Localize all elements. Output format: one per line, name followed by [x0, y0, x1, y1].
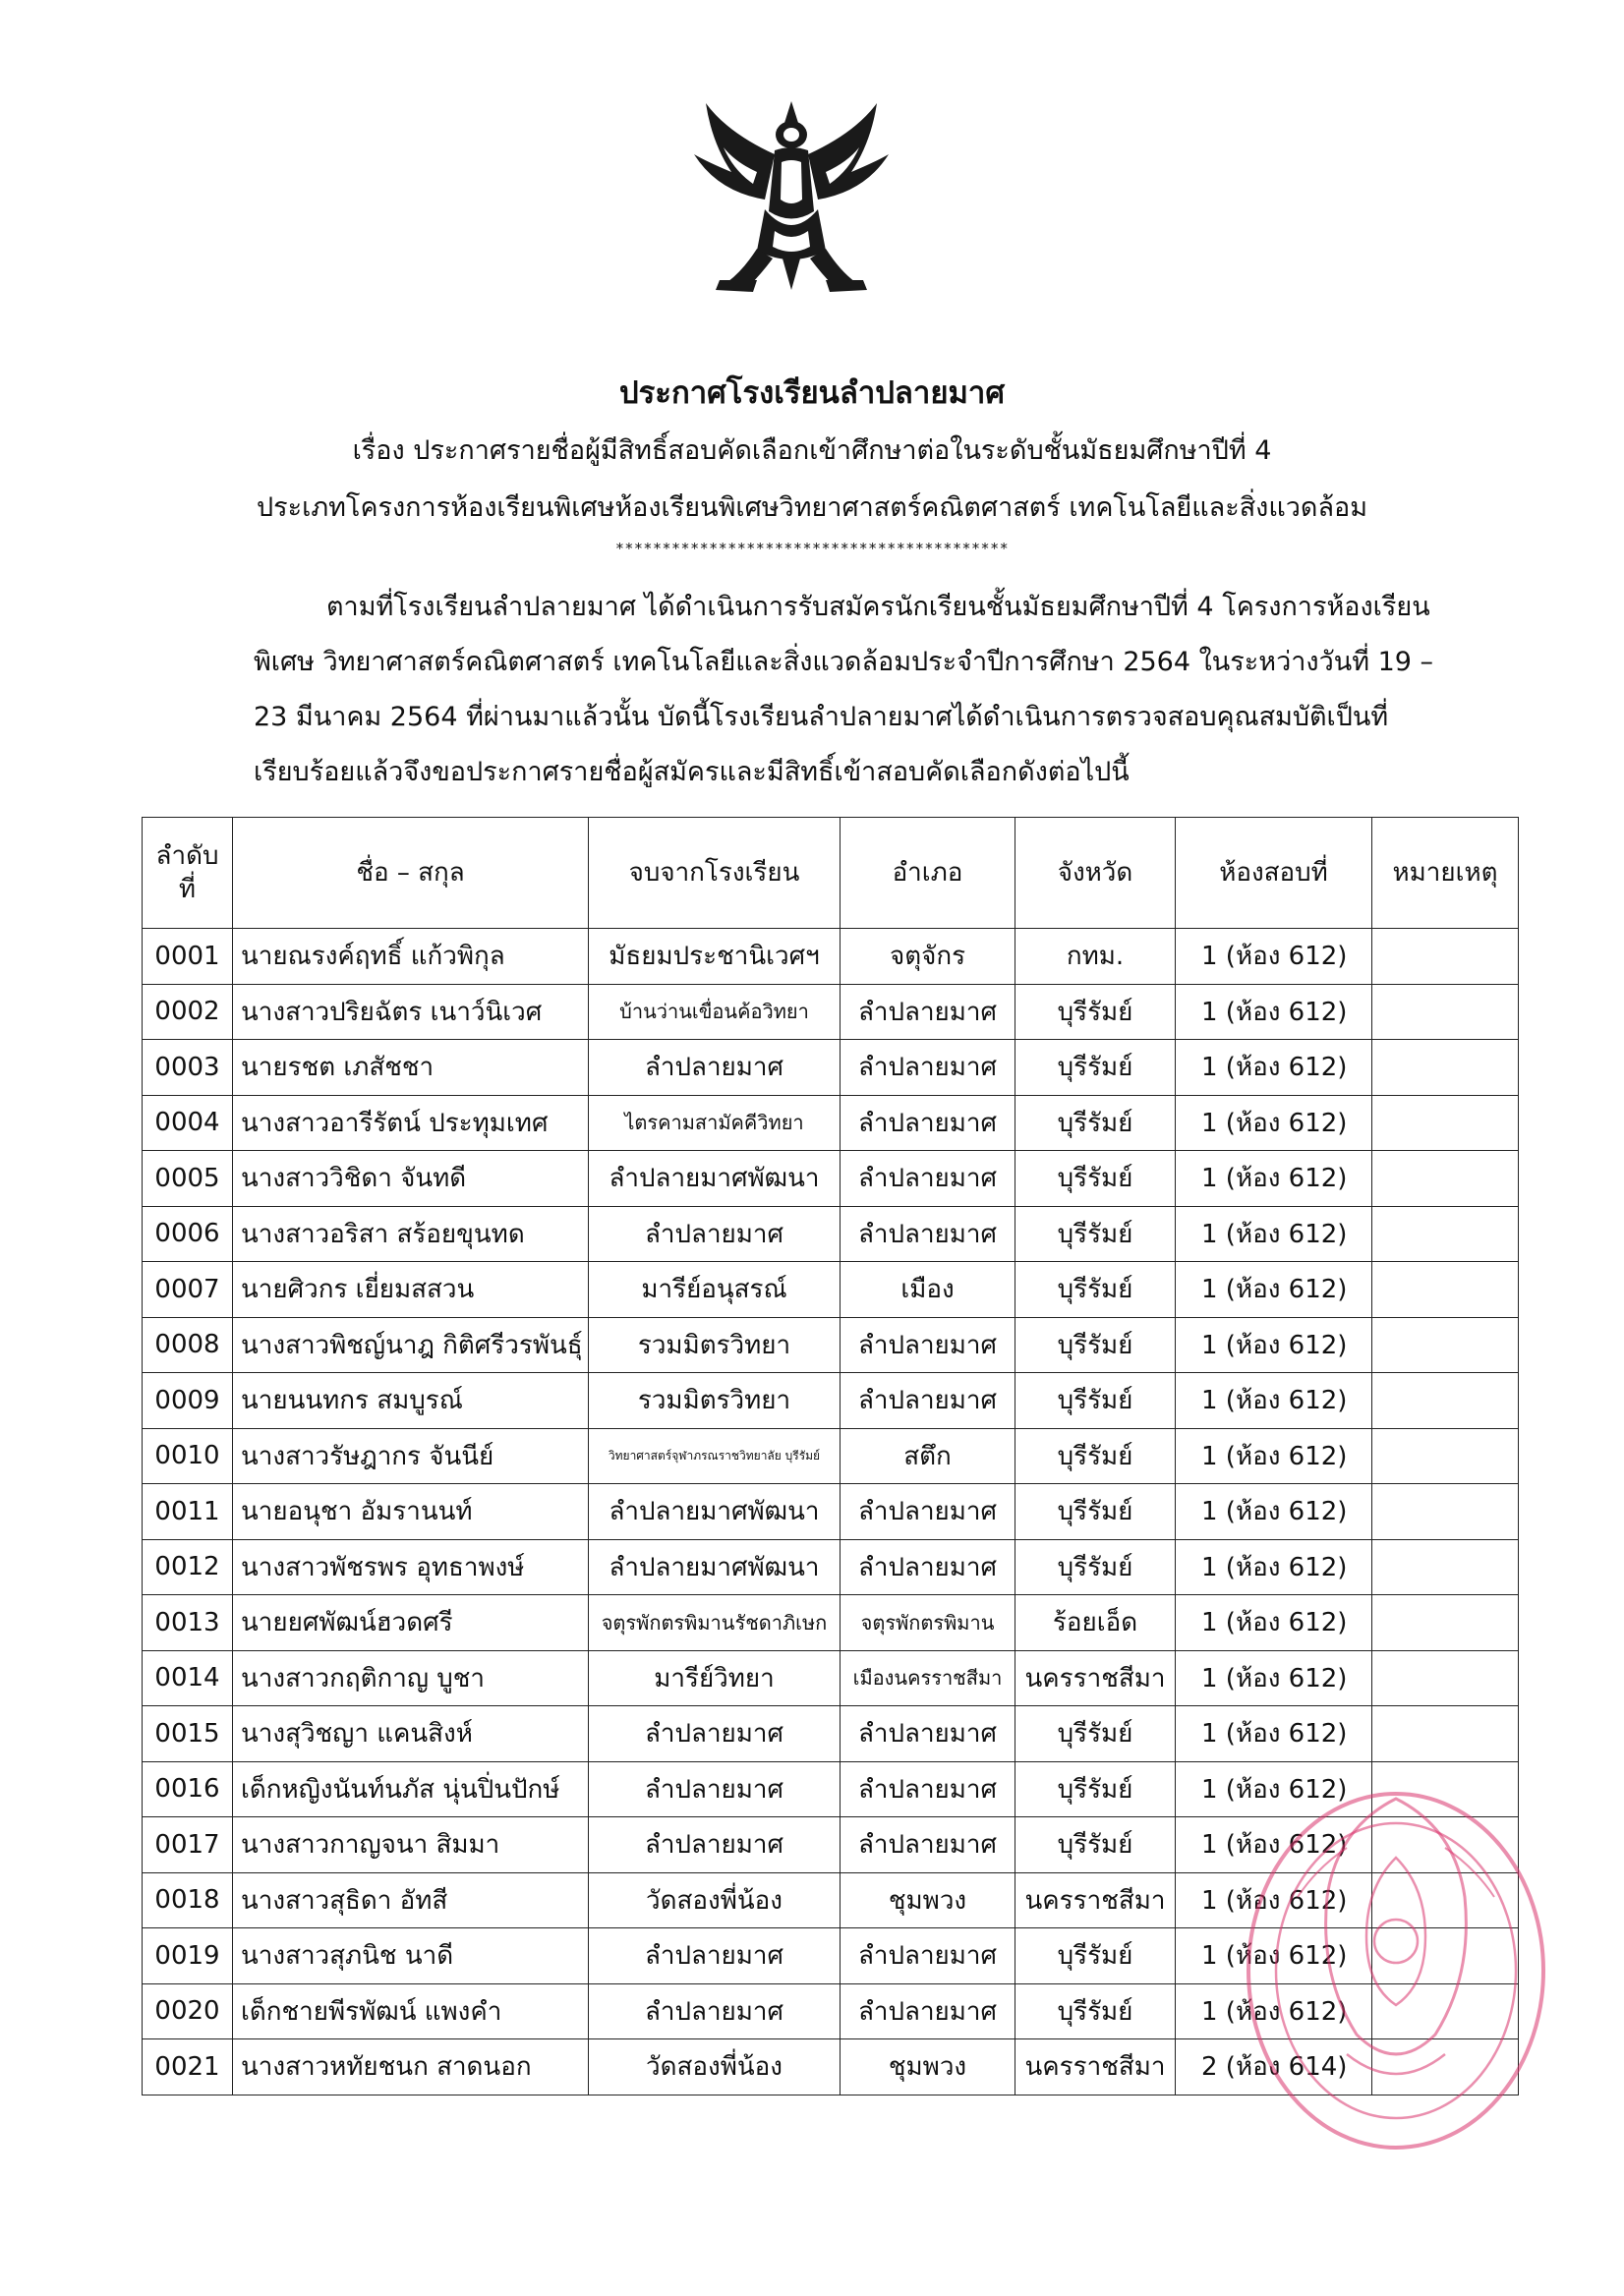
cell-name: นายยศพัฒน์ฮวดศรี: [233, 1595, 589, 1651]
cell-province: นครราชสีมา: [1015, 1872, 1176, 1928]
cell-name: นางสาวกาญจนา สิมมา: [233, 1817, 589, 1873]
cell-note: [1372, 1484, 1519, 1540]
cell-note: [1372, 1872, 1519, 1928]
cell-note: [1372, 1928, 1519, 1984]
cell-no: 0012: [143, 1539, 233, 1595]
cell-school: ไตรคามสามัคคีวิทยา: [589, 1095, 841, 1151]
cell-province: บุรีรัมย์: [1015, 1373, 1176, 1429]
cell-province: บุรีรัมย์: [1015, 1983, 1176, 2039]
cell-note: [1372, 1650, 1519, 1706]
cell-name: นางสาวกฤติกาญ บูชา: [233, 1650, 589, 1706]
cell-province: นครราชสีมา: [1015, 1650, 1176, 1706]
cell-note: [1372, 1983, 1519, 2039]
table-row: [143, 1650, 1519, 1706]
header-name: ชื่อ – สกุล: [233, 818, 589, 929]
cell-no: 0019: [143, 1928, 233, 1984]
cell-province: บุรีรัมย์: [1015, 1262, 1176, 1318]
cell-district: ลำปลายมาศ: [841, 1983, 1015, 2039]
cell-name: นางสาวปริยฉัตร เนาว์นิเวศ: [233, 984, 589, 1040]
table-row: [143, 1151, 1519, 1207]
cell-room: 1 (ห้อง 612): [1176, 1428, 1372, 1484]
cell-room: 1 (ห้อง 612): [1176, 1983, 1372, 2039]
cell-name: นางสาวพิชญ์นาฎ กิติศรีวรพันธุ์: [233, 1317, 589, 1373]
cell-room: 1 (ห้อง 612): [1176, 1373, 1372, 1429]
cell-note: [1372, 1761, 1519, 1817]
cell-school: วัดสองพี่น้อง: [589, 1872, 841, 1928]
body-paragraph-line-1: ตามที่โรงเรียนลำปลายมาศ ได้ดำเนินการรับสมัครนักเรียนชั้นมัธยมศึกษาปีที่ 4 โครงการห้องเรียน: [326, 592, 1430, 622]
garuda-emblem-icon: [688, 93, 895, 305]
cell-name: นายณรงค์ฤทธิ์ แก้วพิกุล: [233, 929, 589, 985]
cell-district: ชุมพวง: [841, 1872, 1015, 1928]
cell-name: นายรชต เภสัชชา: [233, 1040, 589, 1096]
cell-name: นางสาวพัชรพร อุทธาพงษ์: [233, 1539, 589, 1595]
cell-note: [1372, 1428, 1519, 1484]
header-school: จบจากโรงเรียน: [589, 818, 841, 929]
cell-note: [1372, 929, 1519, 985]
cell-note: [1372, 1373, 1519, 1429]
table-row: [143, 1373, 1519, 1429]
cell-name: นางสาวอารีรัตน์ ประทุมเทศ: [233, 1095, 589, 1151]
header-room: ห้องสอบที่: [1176, 818, 1372, 929]
cell-room: 1 (ห้อง 612): [1176, 1595, 1372, 1651]
table-row: [143, 1428, 1519, 1484]
body-paragraph-line-2: พิเศษ วิทยาศาสตร์คณิตศาสตร์ เทคโนโลยีและสิ่งแวดล้อมประจำปีการศึกษา 2564 ในระหว่างวันที่ 19 –: [254, 647, 1434, 677]
cell-no: 0015: [143, 1706, 233, 1762]
cell-no: 0020: [143, 1983, 233, 2039]
table-row: [143, 1539, 1519, 1595]
cell-room: 1 (ห้อง 612): [1176, 1872, 1372, 1928]
candidate-table: [142, 817, 1519, 2095]
cell-name: เด็กหญิงนันท์นภัส นุ่นปิ่นปักษ์: [233, 1761, 589, 1817]
cell-room: 1 (ห้อง 612): [1176, 1817, 1372, 1873]
table-header-row: [143, 818, 1519, 929]
announcement-program: ประเภทโครงการห้องเรียนพิเศษห้องเรียนพิเศษวิทยาศาสตร์คณิตศาสตร์ เทคโนโลยีและสิ่งแวดล้อม: [256, 492, 1368, 523]
cell-room: 1 (ห้อง 612): [1176, 1262, 1372, 1318]
header-province: จังหวัด: [1015, 818, 1176, 929]
table-row: [143, 1040, 1519, 1096]
cell-district: จตุจักร: [841, 929, 1015, 985]
cell-province: บุรีรัมย์: [1015, 1928, 1176, 1984]
cell-name: นายศิวกร เยี่ยมสสวน: [233, 1262, 589, 1318]
cell-room: 1 (ห้อง 612): [1176, 1151, 1372, 1207]
cell-school: ลำปลายมาศ: [589, 1817, 841, 1873]
table-row: [143, 2039, 1519, 2095]
cell-note: [1372, 984, 1519, 1040]
cell-no: 0017: [143, 1817, 233, 1873]
cell-province: บุรีรัมย์: [1015, 1206, 1176, 1262]
cell-name: นางสุวิชญา แคนสิงห์: [233, 1706, 589, 1762]
cell-no: 0006: [143, 1206, 233, 1262]
cell-name: นางสาวสุธิดา อัทสี: [233, 1872, 589, 1928]
cell-no: 0007: [143, 1262, 233, 1318]
cell-name: นายนนทกร สมบูรณ์: [233, 1373, 589, 1429]
cell-no: 0013: [143, 1595, 233, 1651]
cell-district: เมืองนครราชสีมา: [841, 1650, 1015, 1706]
cell-name: นายอนุชา อัมรานนท์: [233, 1484, 589, 1540]
cell-province: บุรีรัมย์: [1015, 1317, 1176, 1373]
cell-school: ลำปลายมาศ: [589, 1928, 841, 1984]
body-paragraph-line-3: 23 มีนาคม 2564 ที่ผ่านมาแล้วนั้น บัดนี้โรงเรียนลำปลายมาศได้ดำเนินการตรวจสอบคุณสมบัติเป็นที่: [254, 702, 1389, 732]
announcement-title: ประกาศโรงเรียนลำปลายมาศ: [618, 375, 1006, 411]
cell-district: ลำปลายมาศ: [841, 1928, 1015, 1984]
cell-district: ลำปลายมาศ: [841, 1761, 1015, 1817]
cell-room: 1 (ห้อง 612): [1176, 1095, 1372, 1151]
cell-school: ลำปลายมาศ: [589, 1761, 841, 1817]
table-row: [143, 1484, 1519, 1540]
header-no-line2: ที่: [178, 875, 197, 904]
table-row: [143, 1317, 1519, 1373]
cell-room: 1 (ห้อง 612): [1176, 929, 1372, 985]
cell-note: [1372, 1262, 1519, 1318]
cell-province: บุรีรัมย์: [1015, 1095, 1176, 1151]
cell-note: [1372, 1317, 1519, 1373]
cell-district: ลำปลายมาศ: [841, 1317, 1015, 1373]
table-row: [143, 1872, 1519, 1928]
cell-district: ลำปลายมาศ: [841, 1817, 1015, 1873]
cell-name: นางสาวสุภนิช นาดี: [233, 1928, 589, 1984]
cell-school: มารีย์วิทยา: [589, 1650, 841, 1706]
cell-province: ร้อยเอ็ด: [1015, 1595, 1176, 1651]
cell-school: มัธยมประชานิเวศฯ: [589, 929, 841, 985]
body-paragraph-line-4: เรียบร้อยแล้วจึงขอประกาศรายชื่อผู้สมัครและมีสิทธิ์เข้าสอบคัดเลือกดังต่อไปนี้: [254, 757, 1130, 787]
cell-room: 1 (ห้อง 612): [1176, 984, 1372, 1040]
table-row: [143, 984, 1519, 1040]
cell-note: [1372, 2039, 1519, 2095]
table-row: [143, 1761, 1519, 1817]
header-no: [143, 818, 233, 929]
cell-district: ลำปลายมาศ: [841, 1484, 1015, 1540]
announcement-subject: เรื่อง ประกาศรายชื่อผู้มีสิทธิ์สอบคัดเลือกเข้าศึกษาต่อในระดับชั้นมัธยมศึกษาปีที่ 4: [352, 435, 1272, 466]
table-row: [143, 1817, 1519, 1873]
cell-district: ลำปลายมาศ: [841, 1539, 1015, 1595]
cell-school: รวมมิตรวิทยา: [589, 1373, 841, 1429]
cell-note: [1372, 1151, 1519, 1207]
cell-no: 0018: [143, 1872, 233, 1928]
cell-district: ชุมพวง: [841, 2039, 1015, 2095]
cell-school: ลำปลายมาศพัฒนา: [589, 1539, 841, 1595]
cell-note: [1372, 1817, 1519, 1873]
cell-district: ลำปลายมาศ: [841, 1706, 1015, 1762]
cell-room: 2 (ห้อง 614): [1176, 2039, 1372, 2095]
cell-name: นางสาวรัษฎากร จันนีย์: [233, 1428, 589, 1484]
cell-room: 1 (ห้อง 612): [1176, 1706, 1372, 1762]
cell-school: มารีย์อนุสรณ์: [589, 1262, 841, 1318]
cell-name: นางสาววิชิดา จันทดี: [233, 1151, 589, 1207]
cell-district: ลำปลายมาศ: [841, 1373, 1015, 1429]
cell-room: 1 (ห้อง 612): [1176, 1650, 1372, 1706]
cell-province: บุรีรัมย์: [1015, 1428, 1176, 1484]
cell-district: ลำปลายมาศ: [841, 1206, 1015, 1262]
cell-school: ลำปลายมาศ: [589, 1983, 841, 2039]
cell-no: 0009: [143, 1373, 233, 1429]
table-row: [143, 1706, 1519, 1762]
cell-no: 0016: [143, 1761, 233, 1817]
cell-district: ลำปลายมาศ: [841, 1040, 1015, 1096]
cell-school: วัดสองพี่น้อง: [589, 2039, 841, 2095]
cell-note: [1372, 1595, 1519, 1651]
cell-no: 0002: [143, 984, 233, 1040]
header-district: อำเภอ: [841, 818, 1015, 929]
cell-province: บุรีรัมย์: [1015, 1539, 1176, 1595]
cell-school: จตุรพักตรพิมานรัชดาภิเษก: [589, 1595, 841, 1651]
cell-room: 1 (ห้อง 612): [1176, 1040, 1372, 1096]
cell-no: 0008: [143, 1317, 233, 1373]
cell-room: 1 (ห้อง 612): [1176, 1928, 1372, 1984]
cell-province: กทม.: [1015, 929, 1176, 985]
table-row: [143, 1595, 1519, 1651]
table-row: [143, 929, 1519, 985]
cell-name: เด็กชายพีรพัฒน์ แพงคำ: [233, 1983, 589, 2039]
cell-province: นครราชสีมา: [1015, 2039, 1176, 2095]
cell-room: 1 (ห้อง 612): [1176, 1484, 1372, 1540]
cell-province: บุรีรัมย์: [1015, 1706, 1176, 1762]
cell-note: [1372, 1706, 1519, 1762]
cell-district: ลำปลายมาศ: [841, 984, 1015, 1040]
cell-note: [1372, 1040, 1519, 1096]
cell-school: วิทยาศาสตร์จุฬาภรณราชวิทยาลัย บุรีรัมย์: [589, 1428, 841, 1484]
table-row: [143, 1206, 1519, 1262]
cell-district: ลำปลายมาศ: [841, 1151, 1015, 1207]
cell-no: 0001: [143, 929, 233, 985]
cell-province: บุรีรัมย์: [1015, 1040, 1176, 1096]
cell-no: 0011: [143, 1484, 233, 1540]
table-row: [143, 1983, 1519, 2039]
cell-school: บ้านว่านเขื่อนค้อวิทยา: [589, 984, 841, 1040]
cell-district: จตุรพักตรพิมาน: [841, 1595, 1015, 1651]
table-body: [143, 929, 1519, 2095]
table-row: [143, 1928, 1519, 1984]
cell-room: 1 (ห้อง 612): [1176, 1206, 1372, 1262]
cell-province: บุรีรัมย์: [1015, 1761, 1176, 1817]
cell-school: ลำปลายมาศพัฒนา: [589, 1151, 841, 1207]
cell-name: นางสาวอริสา สร้อยขุนทด: [233, 1206, 589, 1262]
cell-school: ลำปลายมาศ: [589, 1206, 841, 1262]
cell-room: 1 (ห้อง 612): [1176, 1761, 1372, 1817]
cell-district: ลำปลายมาศ: [841, 1095, 1015, 1151]
header-note: หมายเหตุ: [1372, 818, 1519, 929]
cell-province: บุรีรัมย์: [1015, 1151, 1176, 1207]
separator-line: ******************************************: [614, 540, 1010, 557]
cell-no: 0004: [143, 1095, 233, 1151]
cell-room: 1 (ห้อง 612): [1176, 1539, 1372, 1595]
cell-note: [1372, 1539, 1519, 1595]
cell-province: บุรีรัมย์: [1015, 984, 1176, 1040]
cell-no: 0021: [143, 2039, 233, 2095]
cell-name: นางสาวหทัยชนก สาดนอก: [233, 2039, 589, 2095]
cell-school: ลำปลายมาศ: [589, 1706, 841, 1762]
cell-school: ลำปลายมาศพัฒนา: [589, 1484, 841, 1540]
cell-province: บุรีรัมย์: [1015, 1817, 1176, 1873]
cell-no: 0005: [143, 1151, 233, 1207]
header-no-line1: ลำดับ: [155, 841, 219, 871]
table-row: [143, 1095, 1519, 1151]
cell-note: [1372, 1206, 1519, 1262]
cell-district: สตึก: [841, 1428, 1015, 1484]
cell-district: เมือง: [841, 1262, 1015, 1318]
cell-no: 0014: [143, 1650, 233, 1706]
cell-room: 1 (ห้อง 612): [1176, 1317, 1372, 1373]
cell-no: 0003: [143, 1040, 233, 1096]
table-row: [143, 1262, 1519, 1318]
cell-school: ลำปลายมาศ: [589, 1040, 841, 1096]
cell-no: 0010: [143, 1428, 233, 1484]
cell-note: [1372, 1095, 1519, 1151]
cell-province: บุรีรัมย์: [1015, 1484, 1176, 1540]
cell-school: รวมมิตรวิทยา: [589, 1317, 841, 1373]
